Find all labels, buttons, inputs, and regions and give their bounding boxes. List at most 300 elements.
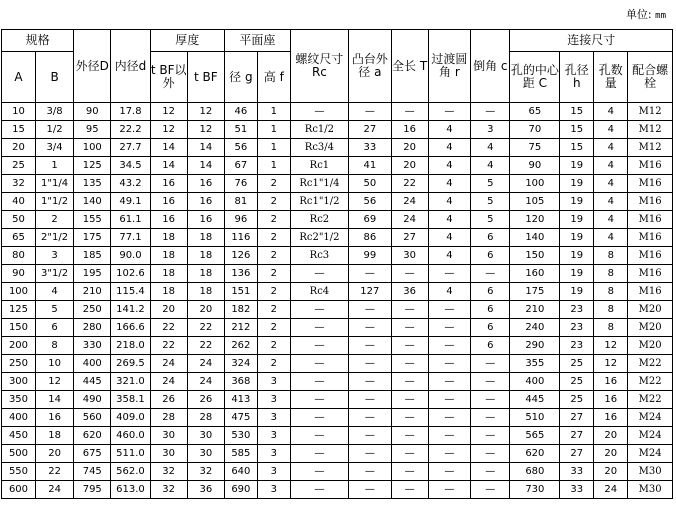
cell-chamfer: —	[471, 265, 510, 283]
cell-seat-height: 2	[257, 229, 290, 247]
cell-t-bf: 22	[187, 319, 224, 337]
cell-outer-diameter: 140	[74, 193, 111, 211]
cell-t-bf: 28	[187, 409, 224, 427]
cell-bolt: M16	[628, 193, 673, 211]
cell-a: 150	[2, 319, 36, 337]
cell-inner-diameter: 115.4	[111, 283, 150, 301]
cell-chamfer: 5	[471, 211, 510, 229]
table-row	[2, 283, 673, 301]
cell-outer-diameter: 745	[74, 463, 111, 481]
table-row	[2, 445, 673, 463]
cell-thread-size: Rc1/2	[290, 121, 348, 139]
cell-inner-diameter: 27.7	[111, 139, 150, 157]
cell-boss-outer-diameter: 27	[349, 121, 391, 139]
cell-chamfer: —	[471, 463, 510, 481]
cell-seat-diameter: 126	[224, 247, 257, 265]
cell-t-bf: 30	[187, 445, 224, 463]
cell-hole-count: 4	[594, 175, 628, 193]
cell-pitch-circle: 160	[510, 265, 560, 283]
cell-thread-size: —	[290, 445, 348, 463]
cell-pitch-circle: 565	[510, 427, 560, 445]
table-row	[2, 427, 673, 445]
cell-seat-diameter: 46	[224, 103, 257, 121]
cell-outer-diameter: 620	[74, 427, 111, 445]
cell-seat-diameter: 116	[224, 229, 257, 247]
cell-inner-diameter: 141.2	[111, 301, 150, 319]
cell-a: 400	[2, 409, 36, 427]
cell-outer-diameter: 175	[74, 229, 111, 247]
cell-t-bf: 16	[187, 193, 224, 211]
cell-fillet-radius: —	[428, 319, 470, 337]
cell-seat-height: 3	[257, 391, 290, 409]
cell-thread-size: —	[290, 481, 348, 499]
cell-outer-diameter: 185	[74, 247, 111, 265]
cell-hole-diameter: 33	[560, 463, 594, 481]
cell-inner-diameter: 321.0	[111, 373, 150, 391]
cell-b: 3/4	[35, 139, 73, 157]
cell-total-length: 22	[391, 175, 428, 193]
cell-fillet-radius: 4	[428, 193, 470, 211]
cell-b: 1"1/2	[35, 193, 73, 211]
cell-total-length: —	[391, 265, 428, 283]
cell-fillet-radius: —	[428, 103, 470, 121]
cell-inner-diameter: 61.1	[111, 211, 150, 229]
cell-bolt: M20	[628, 301, 673, 319]
cell-outer-diameter: 445	[74, 373, 111, 391]
cell-fillet-radius: 4	[428, 211, 470, 229]
cell-hole-diameter: 23	[560, 337, 594, 355]
cell-t-bf-excluded: 20	[150, 301, 187, 319]
cell-hole-diameter: 25	[560, 355, 594, 373]
cell-a: 450	[2, 427, 36, 445]
cell-inner-diameter: 166.6	[111, 319, 150, 337]
cell-hole-count: 4	[594, 121, 628, 139]
cell-a: 50	[2, 211, 36, 229]
cell-thread-size: Rc2"1/2	[290, 229, 348, 247]
cell-inner-diameter: 562.0	[111, 463, 150, 481]
cell-chamfer: 4	[471, 157, 510, 175]
cell-t-bf-excluded: 14	[150, 139, 187, 157]
header-outer-diameter: 外径D	[74, 30, 111, 103]
cell-seat-height: 1	[257, 121, 290, 139]
cell-seat-diameter: 182	[224, 301, 257, 319]
cell-a: 200	[2, 337, 36, 355]
cell-b: 16	[35, 409, 73, 427]
cell-t-bf: 36	[187, 481, 224, 499]
cell-total-length: —	[391, 391, 428, 409]
cell-t-bf: 14	[187, 157, 224, 175]
cell-boss-outer-diameter: 41	[349, 157, 391, 175]
cell-pitch-circle: 240	[510, 319, 560, 337]
cell-t-bf: 14	[187, 139, 224, 157]
cell-fillet-radius: 4	[428, 247, 470, 265]
cell-t-bf-excluded: 18	[150, 229, 187, 247]
table-row	[2, 391, 673, 409]
cell-bolt: M20	[628, 319, 673, 337]
cell-seat-diameter: 368	[224, 373, 257, 391]
cell-total-length: 30	[391, 247, 428, 265]
cell-hole-count: 12	[594, 337, 628, 355]
cell-t-bf: 22	[187, 337, 224, 355]
cell-b: 22	[35, 463, 73, 481]
header-t-bf-excluded: t BF以外	[150, 52, 187, 103]
cell-t-bf-excluded: 24	[150, 355, 187, 373]
cell-fillet-radius: —	[428, 391, 470, 409]
cell-seat-diameter: 585	[224, 445, 257, 463]
table-row	[2, 373, 673, 391]
cell-hole-diameter: 25	[560, 373, 594, 391]
cell-seat-height: 2	[257, 175, 290, 193]
header-bolt: 配合螺栓	[628, 52, 673, 103]
table-row	[2, 175, 673, 193]
cell-total-length: 16	[391, 121, 428, 139]
cell-outer-diameter: 560	[74, 409, 111, 427]
cell-b: 3/8	[35, 103, 73, 121]
cell-seat-diameter: 81	[224, 193, 257, 211]
cell-total-length: —	[391, 409, 428, 427]
cell-b: 20	[35, 445, 73, 463]
cell-b: 3	[35, 247, 73, 265]
cell-thread-size: Rc2	[290, 211, 348, 229]
cell-seat-height: 1	[257, 103, 290, 121]
cell-b: 24	[35, 481, 73, 499]
cell-a: 550	[2, 463, 36, 481]
cell-hole-count: 4	[594, 211, 628, 229]
cell-boss-outer-diameter: —	[349, 319, 391, 337]
header-a: A	[2, 52, 36, 103]
cell-seat-diameter: 151	[224, 283, 257, 301]
cell-seat-diameter: 413	[224, 391, 257, 409]
cell-chamfer: —	[471, 445, 510, 463]
cell-seat-height: 3	[257, 373, 290, 391]
cell-total-length: —	[391, 427, 428, 445]
cell-fillet-radius: —	[428, 409, 470, 427]
cell-a: 90	[2, 265, 36, 283]
cell-seat-height: 3	[257, 463, 290, 481]
cell-total-length: —	[391, 319, 428, 337]
cell-fillet-radius: —	[428, 265, 470, 283]
cell-b: 1/2	[35, 121, 73, 139]
cell-thread-size: Rc1	[290, 157, 348, 175]
cell-pitch-circle: 75	[510, 139, 560, 157]
cell-outer-diameter: 330	[74, 337, 111, 355]
cell-a: 80	[2, 247, 36, 265]
cell-boss-outer-diameter: —	[349, 301, 391, 319]
cell-inner-diameter: 90.0	[111, 247, 150, 265]
cell-t-bf-excluded: 18	[150, 247, 187, 265]
cell-hole-diameter: 23	[560, 319, 594, 337]
cell-seat-height: 2	[257, 301, 290, 319]
cell-outer-diameter: 210	[74, 283, 111, 301]
cell-t-bf-excluded: 32	[150, 463, 187, 481]
cell-pitch-circle: 90	[510, 157, 560, 175]
cell-hole-count: 16	[594, 373, 628, 391]
cell-chamfer: 6	[471, 283, 510, 301]
flange-spec-table	[1, 29, 673, 499]
cell-a: 500	[2, 445, 36, 463]
cell-hole-diameter: 19	[560, 265, 594, 283]
cell-bolt: M16	[628, 229, 673, 247]
cell-chamfer: 6	[471, 337, 510, 355]
header-thread-size: 螺纹尺寸 Rc	[290, 30, 348, 103]
cell-pitch-circle: 445	[510, 391, 560, 409]
cell-chamfer: —	[471, 409, 510, 427]
cell-seat-height: 2	[257, 319, 290, 337]
cell-fillet-radius: —	[428, 337, 470, 355]
cell-fillet-radius: —	[428, 427, 470, 445]
cell-a: 600	[2, 481, 36, 499]
cell-boss-outer-diameter: —	[349, 409, 391, 427]
cell-outer-diameter: 100	[74, 139, 111, 157]
cell-bolt: M16	[628, 265, 673, 283]
cell-thread-size: —	[290, 391, 348, 409]
cell-seat-height: 2	[257, 355, 290, 373]
cell-hole-diameter: 19	[560, 193, 594, 211]
cell-outer-diameter: 155	[74, 211, 111, 229]
cell-bolt: M22	[628, 391, 673, 409]
cell-b: 12	[35, 373, 73, 391]
cell-inner-diameter: 460.0	[111, 427, 150, 445]
cell-pitch-circle: 680	[510, 463, 560, 481]
cell-seat-height: 2	[257, 337, 290, 355]
cell-hole-diameter: 19	[560, 175, 594, 193]
cell-seat-diameter: 96	[224, 211, 257, 229]
cell-b: 5	[35, 301, 73, 319]
cell-t-bf-excluded: 18	[150, 283, 187, 301]
cell-boss-outer-diameter: —	[349, 103, 391, 121]
cell-inner-diameter: 269.5	[111, 355, 150, 373]
cell-t-bf-excluded: 18	[150, 265, 187, 283]
cell-seat-diameter: 212	[224, 319, 257, 337]
cell-t-bf: 18	[187, 229, 224, 247]
cell-outer-diameter: 250	[74, 301, 111, 319]
cell-boss-outer-diameter: —	[349, 391, 391, 409]
cell-t-bf-excluded: 24	[150, 373, 187, 391]
cell-total-length: 24	[391, 211, 428, 229]
cell-total-length: 20	[391, 139, 428, 157]
cell-t-bf-excluded: 12	[150, 103, 187, 121]
header-boss-outer-diameter: 凸台外径 a	[349, 30, 391, 103]
cell-pitch-circle: 150	[510, 247, 560, 265]
header-hole-count: 孔数量	[594, 52, 628, 103]
cell-total-length: —	[391, 463, 428, 481]
cell-t-bf-excluded: 22	[150, 337, 187, 355]
cell-hole-diameter: 15	[560, 121, 594, 139]
cell-boss-outer-diameter: —	[349, 355, 391, 373]
cell-seat-height: 2	[257, 211, 290, 229]
cell-fillet-radius: 4	[428, 175, 470, 193]
cell-outer-diameter: 795	[74, 481, 111, 499]
cell-seat-diameter: 640	[224, 463, 257, 481]
cell-outer-diameter: 195	[74, 265, 111, 283]
cell-thread-size: —	[290, 409, 348, 427]
cell-seat-diameter: 475	[224, 409, 257, 427]
cell-bolt: M16	[628, 211, 673, 229]
header-connection-size: 连接尺寸	[510, 30, 673, 52]
cell-bolt: M12	[628, 121, 673, 139]
cell-a: 20	[2, 139, 36, 157]
cell-fillet-radius: —	[428, 301, 470, 319]
unit-label: 单位:	[625, 8, 652, 21]
cell-outer-diameter: 125	[74, 157, 111, 175]
cell-total-length: —	[391, 445, 428, 463]
cell-t-bf: 12	[187, 103, 224, 121]
cell-t-bf: 30	[187, 427, 224, 445]
cell-pitch-circle: 730	[510, 481, 560, 499]
cell-chamfer: 6	[471, 301, 510, 319]
cell-fillet-radius: 4	[428, 157, 470, 175]
cell-a: 25	[2, 157, 36, 175]
cell-fillet-radius: —	[428, 373, 470, 391]
table-row	[2, 265, 673, 283]
cell-thread-size: —	[290, 301, 348, 319]
cell-seat-diameter: 51	[224, 121, 257, 139]
cell-pitch-circle: 100	[510, 175, 560, 193]
cell-outer-diameter: 675	[74, 445, 111, 463]
cell-pitch-circle: 140	[510, 229, 560, 247]
cell-seat-height: 2	[257, 265, 290, 283]
cell-thread-size: —	[290, 319, 348, 337]
cell-boss-outer-diameter: —	[349, 337, 391, 355]
cell-pitch-circle: 510	[510, 409, 560, 427]
cell-total-length: 20	[391, 157, 428, 175]
cell-outer-diameter: 95	[74, 121, 111, 139]
table-body	[2, 103, 673, 499]
cell-hole-count: 4	[594, 103, 628, 121]
cell-inner-diameter: 34.5	[111, 157, 150, 175]
cell-seat-height: 3	[257, 445, 290, 463]
cell-t-bf: 18	[187, 265, 224, 283]
cell-bolt: M16	[628, 175, 673, 193]
cell-seat-diameter: 56	[224, 139, 257, 157]
cell-hole-count: 8	[594, 319, 628, 337]
header-flat-seat: 平面座	[224, 30, 290, 52]
cell-bolt: M16	[628, 283, 673, 301]
cell-b: 14	[35, 391, 73, 409]
cell-b: 8	[35, 337, 73, 355]
cell-seat-height: 3	[257, 427, 290, 445]
cell-hole-count: 8	[594, 283, 628, 301]
cell-thread-size: —	[290, 103, 348, 121]
cell-outer-diameter: 400	[74, 355, 111, 373]
cell-hole-count: 8	[594, 265, 628, 283]
header-size: 规格	[2, 30, 74, 52]
cell-seat-diameter: 262	[224, 337, 257, 355]
cell-inner-diameter: 102.6	[111, 265, 150, 283]
header-b: B	[35, 52, 73, 103]
cell-seat-height: 2	[257, 247, 290, 265]
cell-b: 2"1/2	[35, 229, 73, 247]
cell-seat-diameter: 690	[224, 481, 257, 499]
cell-b: 6	[35, 319, 73, 337]
cell-fillet-radius: —	[428, 445, 470, 463]
cell-t-bf: 24	[187, 373, 224, 391]
header-hole-diameter: 孔径 h	[560, 52, 594, 103]
cell-boss-outer-diameter: 33	[349, 139, 391, 157]
cell-hole-count: 4	[594, 229, 628, 247]
cell-t-bf-excluded: 16	[150, 175, 187, 193]
cell-a: 250	[2, 355, 36, 373]
cell-hole-count: 8	[594, 247, 628, 265]
cell-a: 10	[2, 103, 36, 121]
cell-hole-diameter: 15	[560, 103, 594, 121]
table-row	[2, 121, 673, 139]
cell-thread-size: Rc3/4	[290, 139, 348, 157]
cell-seat-height: 3	[257, 481, 290, 499]
cell-bolt: M24	[628, 427, 673, 445]
cell-a: 65	[2, 229, 36, 247]
cell-total-length: 27	[391, 229, 428, 247]
cell-chamfer: 4	[471, 139, 510, 157]
cell-thread-size: —	[290, 355, 348, 373]
cell-chamfer: 6	[471, 319, 510, 337]
cell-pitch-circle: 120	[510, 211, 560, 229]
cell-t-bf: 12	[187, 121, 224, 139]
cell-bolt: M16	[628, 247, 673, 265]
cell-boss-outer-diameter: 86	[349, 229, 391, 247]
cell-thread-size: Rc3	[290, 247, 348, 265]
cell-t-bf-excluded: 30	[150, 427, 187, 445]
cell-hole-diameter: 33	[560, 481, 594, 499]
cell-bolt: M30	[628, 481, 673, 499]
table-row	[2, 481, 673, 499]
header-fillet-radius: 过渡圆角 r	[428, 30, 470, 103]
cell-pitch-circle: 210	[510, 301, 560, 319]
cell-b: 3"1/2	[35, 265, 73, 283]
table-header	[2, 30, 673, 103]
cell-bolt: M12	[628, 103, 673, 121]
cell-inner-diameter: 613.0	[111, 481, 150, 499]
cell-a: 40	[2, 193, 36, 211]
cell-hole-count: 20	[594, 463, 628, 481]
cell-hole-diameter: 19	[560, 247, 594, 265]
cell-boss-outer-diameter: 127	[349, 283, 391, 301]
unit-value: mm	[655, 11, 666, 21]
cell-hole-count: 24	[594, 481, 628, 499]
table-row	[2, 247, 673, 265]
cell-total-length: —	[391, 103, 428, 121]
cell-seat-diameter: 530	[224, 427, 257, 445]
cell-t-bf-excluded: 32	[150, 481, 187, 499]
cell-hole-diameter: 15	[560, 139, 594, 157]
cell-a: 100	[2, 283, 36, 301]
cell-inner-diameter: 218.0	[111, 337, 150, 355]
cell-boss-outer-diameter: 69	[349, 211, 391, 229]
cell-bolt: M22	[628, 355, 673, 373]
header-total-length: 全长 T	[391, 30, 428, 103]
cell-fillet-radius: —	[428, 481, 470, 499]
cell-hole-count: 4	[594, 157, 628, 175]
cell-b: 2	[35, 211, 73, 229]
cell-chamfer: 5	[471, 193, 510, 211]
cell-t-bf: 16	[187, 211, 224, 229]
cell-total-length: 24	[391, 193, 428, 211]
cell-hole-diameter: 27	[560, 445, 594, 463]
cell-pitch-circle: 175	[510, 283, 560, 301]
cell-pitch-circle: 105	[510, 193, 560, 211]
cell-boss-outer-diameter: —	[349, 265, 391, 283]
cell-thread-size: Rc1"1/2	[290, 193, 348, 211]
cell-hole-count: 12	[594, 355, 628, 373]
table-row	[2, 319, 673, 337]
cell-hole-diameter: 23	[560, 301, 594, 319]
cell-pitch-circle: 70	[510, 121, 560, 139]
cell-t-bf: 26	[187, 391, 224, 409]
cell-inner-diameter: 22.2	[111, 121, 150, 139]
cell-t-bf: 24	[187, 355, 224, 373]
cell-inner-diameter: 49.1	[111, 193, 150, 211]
header-seat-height: 高 f	[257, 52, 290, 103]
